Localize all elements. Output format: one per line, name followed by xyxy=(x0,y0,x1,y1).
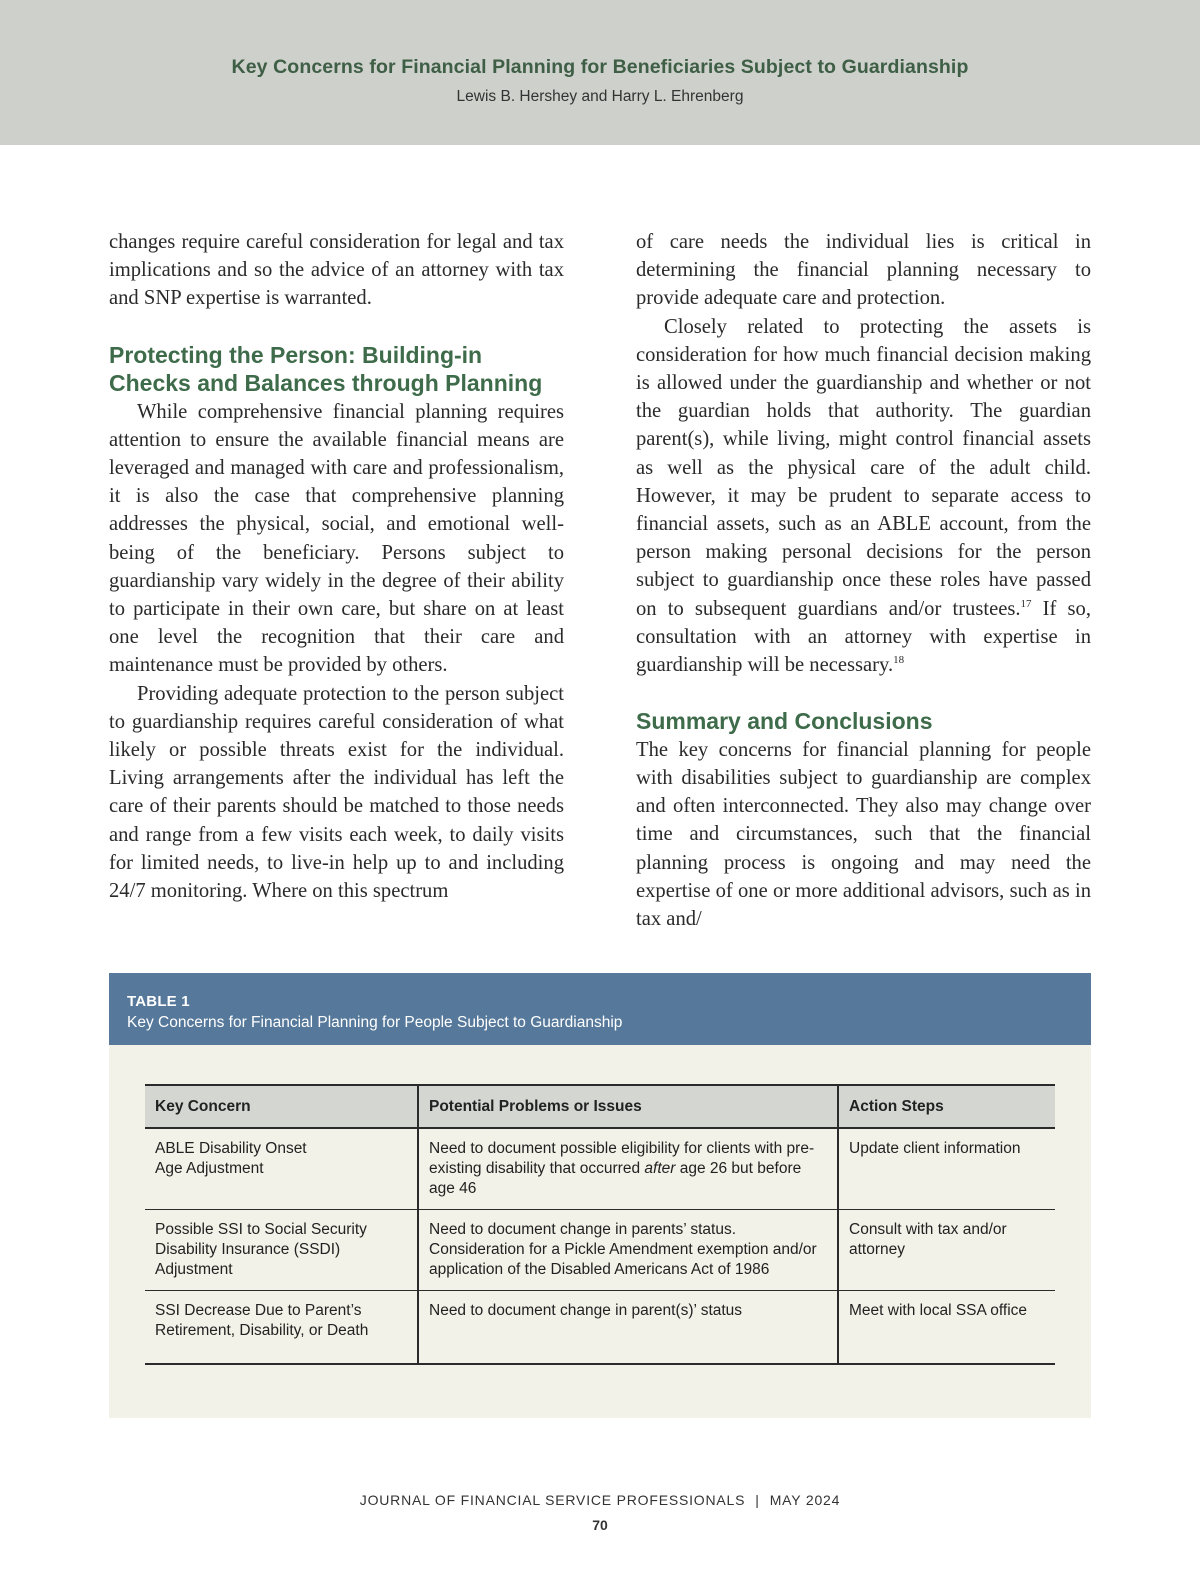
cell-text: age 26 but before age 46 xyxy=(429,1160,802,1197)
right-column xyxy=(636,228,1091,933)
paragraph-text: If so, consultation with an attorney with expertise in guardianship will be necessary. xyxy=(636,597,1091,677)
footnote-ref-17[interactable]: 17 xyxy=(1020,597,1032,610)
table-cell-problem: Need to document change in parents’ status. Consideration for a Pickle Amendment exemption and/or application of the Disabled Americans Act of 1986 xyxy=(418,1210,838,1291)
table-cell-action: Consult with tax and/or attorney xyxy=(838,1210,1055,1291)
table-row xyxy=(145,1210,1055,1291)
table-1-panel xyxy=(109,973,1091,1418)
table-cell-problem: Need to document change in parent(s)’ status xyxy=(418,1291,838,1365)
cell-text: Age Adjustment xyxy=(155,1160,264,1177)
table-caption: Key Concerns for Financial Planning for People Subject to Guardianship xyxy=(127,1014,623,1031)
paragraph: of care needs the individual lies is critical in determining the financial planning necessary to provide adequate care and protection. xyxy=(636,231,1091,310)
table-1-header xyxy=(109,973,1091,1045)
footer-separator: | xyxy=(755,1492,760,1508)
cell-emphasis: after xyxy=(644,1160,676,1177)
table-cell-concern: SSI Decrease Due to Parent’s Retirement, Disability, or Death xyxy=(155,1302,369,1339)
paragraph xyxy=(636,313,1091,680)
table-cell-problem xyxy=(418,1128,838,1210)
table-cell-action: Update client information xyxy=(838,1128,1055,1210)
section-heading-summary: Summary and Conclusions xyxy=(636,708,933,735)
table-cell-concern: Possible SSI to Social Security Disability Insurance (SSDI) Adjustment xyxy=(145,1210,418,1291)
article-authors: Lewis B. Hershey and Harry L. Ehrenberg xyxy=(456,88,744,105)
article-title: Key Concerns for Financial Planning for Beneficiaries Subject to Guardianship xyxy=(231,56,969,78)
table-label: TABLE 1 xyxy=(127,993,190,1010)
table-header-row xyxy=(145,1085,1055,1128)
left-column xyxy=(109,228,564,905)
paragraph: While comprehensive financial planning requires attention to ensure the available financial means are leveraged and managed with care and professionalism, it is also the case that comprehensive planning addresses the physical, social, and emotional well-being of the beneficiary. Persons subject to guardianship vary widely in the degree of their ability to participate in their own care, but share on at least one level the recognition that their care and maintenance must be provided by others. xyxy=(109,400,564,677)
table-cell-concern xyxy=(145,1128,418,1210)
section-heading-protecting-the-person: Protecting the Person: Building-in Checks and Balances through Planning xyxy=(109,341,543,397)
table-cell-action: Meet with local SSA office xyxy=(838,1291,1055,1365)
paragraph: changes require careful consideration for legal and tax implications and so the advice of an attorney with tax and SNP expertise is warranted. xyxy=(109,231,564,310)
column-header-key-concern: Key Concern xyxy=(145,1085,418,1128)
header-band xyxy=(0,0,1200,145)
key-concerns-table xyxy=(145,1084,1055,1365)
paragraph: Providing adequate protection to the person subject to guardianship requires careful consideration of what likely or possible threats exist for the individual. Living arrangements after the individual has left the care of their parents should be matched to those needs and range from a few visits each week, to daily visits for limited needs, to live-in help up to and including 24/7 monitoring. Where on this spectrum xyxy=(109,682,564,903)
footer-journal-line xyxy=(0,1492,1200,1508)
cell-text: ABLE Disability Onset xyxy=(155,1140,307,1157)
cell-text: Need to document possible eligibility for clients with pre-existing disability that occurred xyxy=(429,1140,815,1177)
column-header-problems: Potential Problems or Issues xyxy=(418,1085,838,1128)
footnote-ref-18[interactable]: 18 xyxy=(893,654,905,667)
journal-name: JOURNAL OF FINANCIAL SERVICE PROFESSIONALS xyxy=(359,1492,746,1508)
table-row xyxy=(145,1291,1055,1365)
issue-date: MAY 2024 xyxy=(769,1492,841,1508)
paragraph: The key concerns for financial planning for people with disabilities subject to guardianship are complex and often interconnected. They also may change over time and circumstances, such that the financial planning process is ongoing and may need the expertise of one or more additional advisors, such as in tax and/ xyxy=(636,738,1091,930)
page-number: 70 xyxy=(592,1517,608,1533)
paragraph-text: Closely related to protecting the assets is consideration for how much financial decision making is allowed under the guardianship and whether or not the guardian holds that authority. The guardian parent(s), while living, might control financial assets as well as the physical care of the adult child. However, it may be prudent to separate access to financial assets, such as an ABLE account, from the person making personal decisions for the person subject to guardianship once these roles have passed on to subsequent guardians and/or trustees. xyxy=(636,315,1091,620)
column-header-action-steps: Action Steps xyxy=(838,1085,1055,1128)
table-row xyxy=(145,1128,1055,1210)
